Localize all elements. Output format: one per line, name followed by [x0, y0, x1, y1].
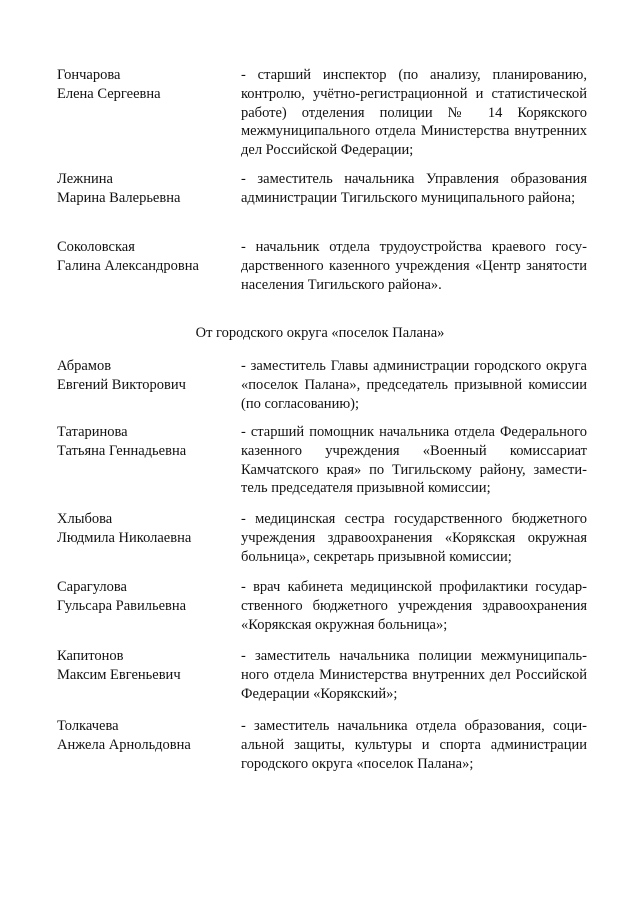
member-given-names: Анжела Арнольдовна	[57, 737, 191, 753]
member-name	[57, 238, 232, 276]
member-role: - заместитель начальника полиции межмуниципального отдела Министерства внутренних дел Российской Федерации «Корякский»;	[241, 648, 587, 702]
member-role: - заместитель начальника Управления образования администрации Тигильского муниципального района;	[241, 171, 587, 206]
member-name	[57, 423, 232, 461]
section-heading: От городского округа «поселок Палана»	[195, 325, 445, 341]
member-given-names: Гульсара Равильевна	[57, 598, 187, 614]
member-surname: Хлыбова	[57, 511, 113, 527]
member-surname: Лежнина	[57, 171, 113, 187]
member-given-names: Татьяна Геннадьевна	[57, 443, 187, 459]
member-given-names: Максим Евгеньевич	[57, 667, 181, 683]
member-surname: Сарагулова	[57, 579, 127, 595]
member-surname: Татаринова	[57, 424, 128, 440]
member-name	[57, 578, 232, 616]
member-role: - медицинская сестра государственного бюджетного учреждения здравоохранения «Корякская окружная больница», секретарь призывной комиссии;	[241, 511, 587, 565]
member-given-names: Галина Александровна	[57, 258, 199, 274]
member-role: - заместитель Главы администрации городского округа «поселок Палана», председатель призывной комиссии (по согласованию);	[241, 358, 587, 412]
member-name	[57, 717, 232, 755]
member-surname: Соколовская	[57, 239, 135, 255]
member-name	[57, 170, 232, 208]
member-role: - старший инспектор (по анализу, планированию, контролю, учётно-регистрационной и статистической работе) отделения полиции № 14 Корякского межмуниципального отдела Министерства внутренних дел Российской Федерации;	[241, 67, 587, 159]
member-name	[57, 66, 232, 104]
member-name	[57, 357, 232, 395]
member-name	[57, 647, 232, 685]
member-given-names: Евгений Викторович	[57, 377, 186, 393]
member-surname: Гончарова	[57, 67, 121, 83]
member-role: - заместитель начальника отдела образования, социальной защиты, культуры и спорта администрации городского округа «поселок Палана»;	[241, 718, 587, 772]
member-given-names: Людмила Николаевна	[57, 530, 192, 546]
member-role: - начальник отдела трудоустройства краевого государственного казенного учреждения «Центр занятости населения Тигильского района».	[241, 239, 587, 293]
member-surname: Капитонов	[57, 648, 124, 664]
member-given-names: Марина Валерьевна	[57, 190, 181, 206]
member-name	[57, 510, 232, 548]
member-surname: Абрамов	[57, 358, 112, 374]
member-role: - врач кабинета медицинской профилактики государственного бюджетного учреждения здравоохранения «Корякская окружная больница»;	[241, 579, 587, 633]
member-role: - старший помощник начальника отдела Федерального казенного учреждения «Военный комиссариат Камчатского края» по Тигильскому району, заместитель председателя призывной комиссии;	[241, 424, 587, 497]
member-given-names: Елена Сергеевна	[57, 86, 161, 102]
member-surname: Толкачева	[57, 718, 119, 734]
